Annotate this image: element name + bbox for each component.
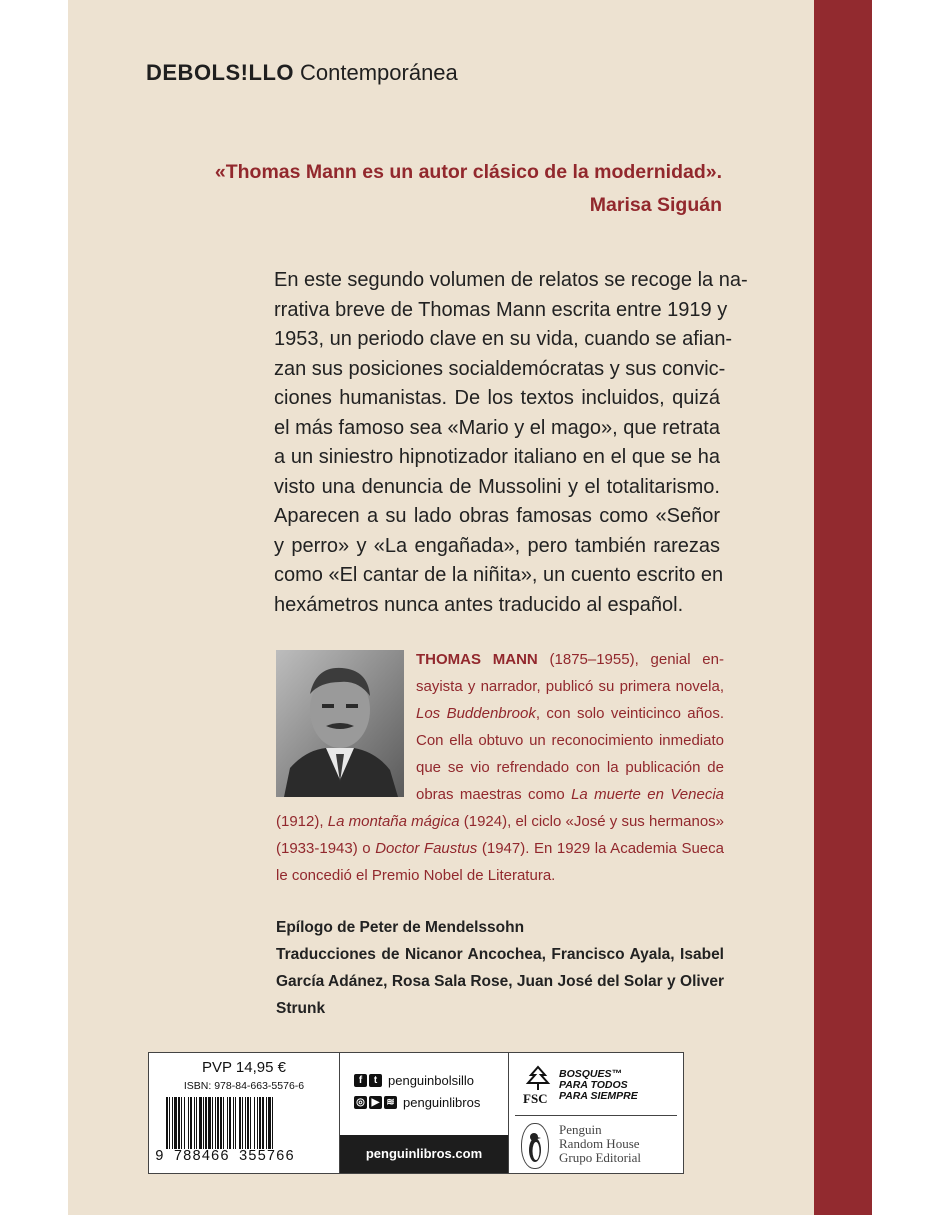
panel-divider <box>515 1115 677 1116</box>
publisher-name <box>559 1123 641 1165</box>
barcode-bar <box>266 1097 267 1149</box>
synopsis-line: ciones humanistas. De los textos incluidos, quizá <box>274 387 720 409</box>
barcode-bar <box>227 1097 228 1149</box>
bio-line: que se vio refrendado con la publicación de <box>416 759 724 776</box>
youtube-icon: ▶ <box>369 1096 382 1109</box>
barcode-bar <box>229 1097 231 1149</box>
bio-text: (1924), el ciclo «José y sus hermanos» <box>459 813 725 830</box>
pull-quote <box>215 156 722 222</box>
certification-panel <box>509 1053 683 1173</box>
barcode-bar <box>259 1097 261 1149</box>
translations-credit: Strunk <box>276 1000 326 1017</box>
publisher-line: Grupo Editorial <box>559 1150 641 1165</box>
synopsis <box>274 266 748 620</box>
bio-line: Con ella obtuvo un reconocimiento inmediato <box>416 732 724 749</box>
bio-line: sayista y narrador, publicó su primera novela, <box>416 678 724 695</box>
synopsis-line: rrativa breve de Thomas Mann escrita entre 1919 y <box>274 298 728 321</box>
barcode-bar <box>166 1097 168 1149</box>
website-link[interactable]: penguinlibros.com <box>340 1135 508 1173</box>
synopsis-line: y perro» y «La engañada», pero también rarezas <box>274 534 720 557</box>
synopsis-line: Aparecen a su lado obras famosas como «Señor <box>274 505 720 527</box>
penguin-logo-icon <box>521 1123 549 1169</box>
barcode-bar <box>203 1097 204 1149</box>
collection-name: Contemporánea <box>300 60 458 85</box>
collection-brand <box>146 60 458 86</box>
book-title: La muerte en Venecia <box>571 786 724 803</box>
fsc-slogan <box>559 1069 638 1102</box>
book-title: Doctor Faustus <box>375 840 478 857</box>
fsc-slogan-line: PARA SIEMPRE <box>559 1090 638 1102</box>
barcode-bar <box>223 1097 224 1149</box>
publisher-logo-text: DEBOLS!LLO <box>146 60 294 85</box>
barcode-bar <box>217 1097 219 1149</box>
barcode-bar <box>245 1097 246 1149</box>
bio-text: , con solo veinticinco años. <box>535 705 724 722</box>
spotify-icon: ≋ <box>384 1096 397 1109</box>
book-title: Los Buddenbrook <box>416 705 536 722</box>
fsc-slogan-line: PARA TODOS <box>559 1079 628 1091</box>
quote-text: «Thomas Mann es un autor clásico de la modernidad». <box>214 161 722 183</box>
synopsis-line: el más famoso sea «Mario y el mago», que retrata <box>274 416 720 439</box>
barcode-bar <box>196 1097 197 1149</box>
synopsis-line: visto una denuncia de Mussolini y el totalitarismo. <box>274 475 720 498</box>
publisher-line: Penguin <box>559 1122 602 1137</box>
synopsis-line: a un siniestro hipnotizador italiano en el que se ha <box>274 446 720 468</box>
synopsis-line: En este segundo volumen de relatos se recoge la na- <box>274 269 748 291</box>
isbn: ISBN: 978-84-663-5576-6 <box>183 1080 305 1092</box>
twitter-icon: t <box>369 1074 382 1087</box>
synopsis-line: hexámetros nunca antes traducido al español. <box>274 593 684 616</box>
barcode-bar <box>220 1097 222 1149</box>
barcode-number: 9 788466 355766 <box>155 1149 295 1165</box>
barcode-bar <box>242 1097 243 1149</box>
barcode-bar <box>268 1097 271 1149</box>
credits <box>276 914 724 1022</box>
social-handle: penguinbolsillo <box>388 1073 475 1088</box>
back-cover <box>68 0 872 1215</box>
quote-author: Marisa Siguán <box>589 194 722 216</box>
barcode-bar <box>272 1097 273 1149</box>
price: PVP 14,95 € <box>202 1059 286 1076</box>
barcode-bar <box>239 1097 241 1149</box>
epilogue-credit: Epílogo de Peter de Mendelssohn <box>276 919 525 936</box>
social-row-bolsillo <box>354 1073 474 1088</box>
bio-line: le concedió el Premio Nobel de Literatura. <box>276 867 556 884</box>
barcode-bar <box>178 1097 180 1149</box>
fsc-tree-icon <box>523 1065 553 1091</box>
social-panel <box>340 1053 509 1173</box>
fsc-slogan-line: BOSQUES™ <box>559 1068 623 1080</box>
instagram-icon: ◎ <box>354 1096 367 1109</box>
barcode-bar <box>212 1097 213 1149</box>
bio-line <box>276 808 724 835</box>
bio-line <box>276 700 724 727</box>
bio-text: obras maestras como <box>416 786 572 803</box>
synopsis-line: zan sus posiciones socialdemócratas y sus convic- <box>274 357 726 380</box>
barcode-bar <box>174 1097 177 1149</box>
barcode-bar <box>172 1097 173 1149</box>
book-title: La montaña mágica <box>327 813 460 830</box>
barcode-bar <box>250 1097 251 1149</box>
synopsis-line: como «El cantar de la niñita», un cuento escrito en <box>274 564 724 586</box>
social-row-libros <box>354 1095 480 1110</box>
author-name: THOMAS MANN <box>416 651 538 668</box>
bio-text: (1912), <box>276 813 328 830</box>
bio-text: (1933-1943) o <box>276 840 376 857</box>
translations-credit: Traducciones de Nicanor Ancochea, Francisco Ayala, Isabel <box>276 946 724 963</box>
barcode-bar <box>262 1097 264 1149</box>
barcode-bar <box>194 1097 195 1149</box>
barcode-bar <box>247 1097 249 1149</box>
barcode <box>166 1097 322 1149</box>
facebook-icon: f <box>354 1074 367 1087</box>
barcode-bar <box>190 1097 192 1149</box>
barcode-bar <box>205 1097 207 1149</box>
barcode-bar <box>254 1097 255 1149</box>
barcode-bar <box>188 1097 189 1149</box>
synopsis-line: 1953, un periodo clave en su vida, cuando se afian- <box>274 328 733 350</box>
fsc-label: FSC <box>523 1091 548 1106</box>
social-handle: penguinlibros <box>403 1095 481 1110</box>
author-bio <box>276 646 724 889</box>
barcode-bar <box>215 1097 216 1149</box>
barcode-bar <box>184 1097 185 1149</box>
barcode-bar <box>233 1097 234 1149</box>
publisher-line: Random House <box>559 1136 640 1151</box>
spine-band <box>814 0 872 1215</box>
barcode-bar <box>169 1097 170 1149</box>
barcode-bar <box>199 1097 202 1149</box>
barcode-bar <box>257 1097 258 1149</box>
translations-credit: García Adánez, Rosa Sala Rose, Juan José del Solar y Oliver <box>276 973 724 990</box>
price-barcode-panel <box>149 1053 340 1173</box>
barcode-bar <box>181 1097 182 1149</box>
bio-text: (1947). En 1929 la Academia Sueca <box>477 840 724 857</box>
bio-line <box>276 781 724 808</box>
bio-text: (1875–1955), genial en- <box>537 651 724 668</box>
price-box <box>148 1052 684 1174</box>
barcode-bar <box>235 1097 236 1149</box>
bio-line <box>276 835 724 862</box>
bio-line <box>276 646 724 673</box>
barcode-bar <box>208 1097 211 1149</box>
